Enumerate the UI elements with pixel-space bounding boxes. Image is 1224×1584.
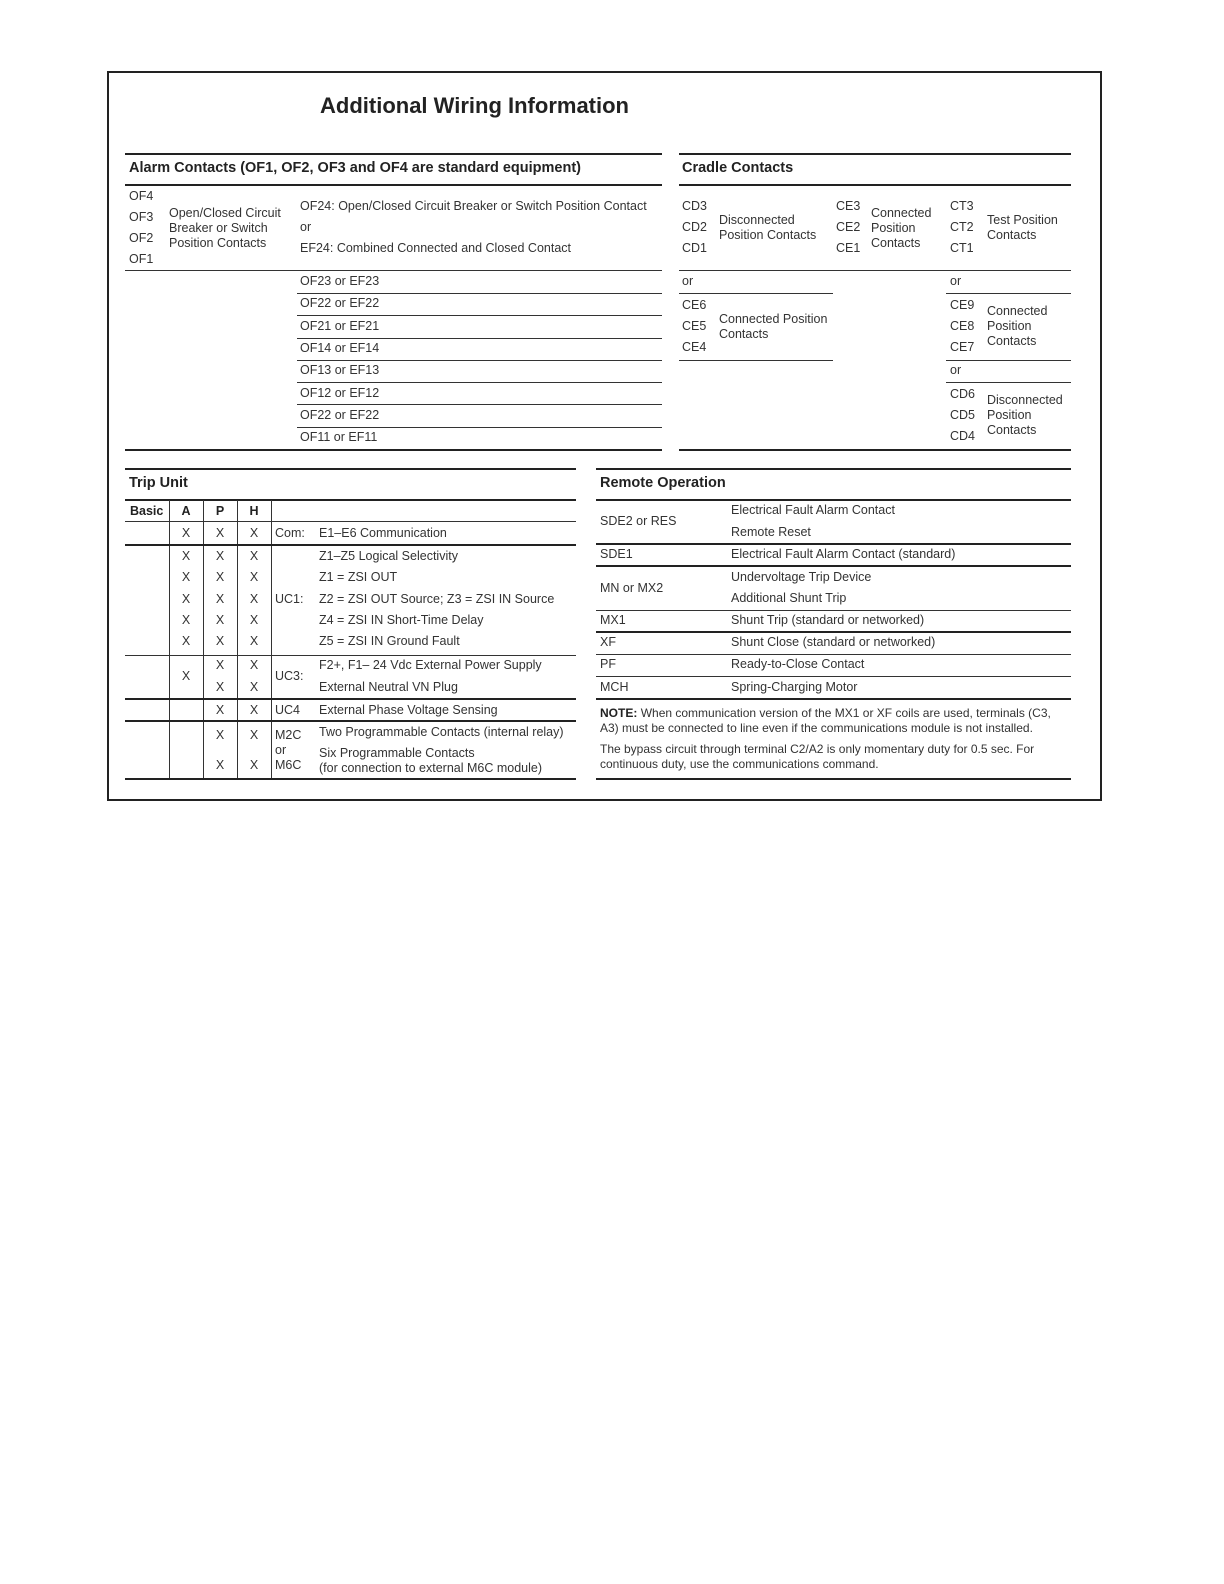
- x-mark: X: [249, 549, 259, 563]
- alarm-row: OF13 or EF13: [300, 363, 380, 377]
- remote-desc: Shunt Trip (standard or networked): [731, 613, 925, 627]
- divider: [125, 720, 576, 722]
- uc1-item: Z1–Z5 Logical Selectivity: [319, 549, 458, 563]
- trip-header: Trip Unit: [129, 475, 188, 491]
- cradle-desc: Connected Position Contacts: [719, 312, 828, 341]
- remote-code: MCH: [600, 680, 629, 694]
- cradle-code: CT3: [950, 199, 974, 213]
- x-mark: X: [215, 728, 225, 742]
- cradle-code: CD6: [950, 387, 976, 401]
- cradle-code: CE3: [836, 199, 861, 213]
- cradle-or: or: [950, 274, 962, 288]
- x-mark: X: [181, 613, 191, 627]
- cradle-code: CD3: [682, 199, 708, 213]
- cradle-desc: Test Position Contacts: [987, 213, 1058, 242]
- alarm-header: Alarm Contacts (OF1, OF2, OF3 and OF4 are standard equipment): [129, 160, 581, 176]
- alarm-of24: OF24: Open/Closed Circuit Breaker or Switch Position Contact: [300, 199, 647, 213]
- divider: [125, 655, 576, 656]
- cradle-code: CE6: [682, 298, 707, 312]
- alarm-code: OF4: [129, 189, 154, 203]
- cradle-code: CE5: [682, 319, 707, 333]
- alarm-row: OF21 or EF21: [300, 319, 380, 333]
- divider: [125, 521, 576, 522]
- divider: [679, 360, 833, 361]
- cradle-desc: Connected Position Contacts: [871, 206, 932, 250]
- remote-header: Remote Operation: [600, 475, 726, 491]
- divider: [596, 610, 1071, 611]
- divider: [679, 449, 1071, 451]
- cradle-code: CD1: [682, 241, 708, 255]
- cradle-desc: Disconnected Position Contacts: [987, 393, 1063, 437]
- remote-code: SDE1: [600, 547, 633, 561]
- cradle-desc: Disconnected Position Contacts: [719, 213, 817, 242]
- column-divider: [237, 500, 238, 779]
- divider: [125, 468, 576, 470]
- divider: [297, 315, 662, 316]
- alarm-row: OF11 or EF11: [300, 430, 378, 444]
- com-label: Com:: [275, 526, 305, 540]
- x-mark: X: [249, 758, 259, 772]
- divider: [946, 293, 1071, 294]
- x-mark: X: [215, 592, 225, 606]
- remote-code: SDE2 or RES: [600, 514, 677, 528]
- uc4-label: UC4: [275, 703, 301, 717]
- x-mark: X: [181, 634, 191, 648]
- x-mark: X: [215, 570, 225, 584]
- x-mark: X: [181, 549, 191, 563]
- col-header-basic: Basic: [130, 504, 164, 518]
- uc1-label: UC1:: [275, 592, 304, 606]
- x-mark: X: [249, 526, 259, 540]
- m6c-label: M6C: [275, 758, 302, 772]
- divider: [125, 153, 662, 155]
- column-divider: [203, 500, 204, 779]
- alarm-row: OF23 or EF23: [300, 274, 380, 288]
- divider: [596, 543, 1071, 545]
- divider: [125, 499, 576, 501]
- uc3-item: External Neutral VN Plug: [319, 680, 458, 694]
- cradle-code: CE7: [950, 340, 975, 354]
- divider: [125, 544, 576, 546]
- x-mark: X: [215, 680, 225, 694]
- cradle-code: CE8: [950, 319, 975, 333]
- divider: [596, 631, 1071, 633]
- remote-desc: Electrical Fault Alarm Contact (standard): [731, 547, 956, 561]
- remote-code: XF: [600, 635, 616, 649]
- page-title: Additional Wiring Information: [320, 93, 629, 118]
- column-divider: [271, 500, 272, 779]
- remote-code: MX1: [600, 613, 626, 627]
- alarm-row: OF22 or EF22: [300, 408, 380, 422]
- cradle-code: CT1: [950, 241, 974, 255]
- remote-desc: Spring-Charging Motor: [731, 680, 858, 694]
- divider: [679, 270, 1071, 271]
- divider: [297, 427, 662, 428]
- remote-code: MN or MX2: [600, 581, 664, 595]
- note-2: The bypass circuit through terminal C2/A2 is only momentary duty for 0.5 sec. For continuous duty, use the communications command.: [600, 742, 1035, 771]
- divider: [679, 293, 833, 294]
- x-mark: X: [249, 680, 259, 694]
- x-mark: X: [249, 613, 259, 627]
- alarm-ef24: EF24: Combined Connected and Closed Contact: [300, 241, 571, 255]
- uc1-item: Z5 = ZSI IN Ground Fault: [319, 634, 460, 648]
- column-divider: [169, 500, 170, 779]
- divider: [679, 184, 1071, 186]
- divider: [596, 698, 1071, 700]
- x-mark: X: [181, 526, 191, 540]
- col-header-a: A: [181, 504, 191, 518]
- uc1-item: Z1 = ZSI OUT: [319, 570, 398, 584]
- x-mark: X: [181, 592, 191, 606]
- note-1-text: When communication version of the MX1 or XF coils are used, terminals (C3, A3) must be connected to line even if the communications module is not installed.: [600, 706, 1051, 735]
- cradle-code: CE4: [682, 340, 707, 354]
- cradle-code: CD5: [950, 408, 976, 422]
- x-mark: X: [215, 758, 225, 772]
- alarm-row: OF12 or EF12: [300, 386, 380, 400]
- divider: [297, 293, 662, 294]
- uc1-item: Z2 = ZSI OUT Source; Z3 = ZSI IN Source: [319, 592, 555, 606]
- cradle-code: CE1: [836, 241, 861, 255]
- alarm-desc: Open/Closed Circuit Breaker or Switch Position Contacts: [169, 206, 281, 250]
- x-mark: X: [181, 669, 191, 683]
- remote-desc: Remote Reset: [731, 525, 811, 539]
- x-mark: X: [181, 570, 191, 584]
- uc3-item: F2+, F1– 24 Vdc External Power Supply: [319, 658, 542, 672]
- x-mark: X: [249, 658, 259, 672]
- x-mark: X: [249, 634, 259, 648]
- x-mark: X: [215, 526, 225, 540]
- m2c-desc: Two Programmable Contacts (internal relay): [319, 725, 564, 739]
- x-mark: X: [249, 592, 259, 606]
- cradle-header: Cradle Contacts: [682, 160, 794, 176]
- x-mark: X: [249, 570, 259, 584]
- divider: [596, 565, 1071, 567]
- uc1-item: Z4 = ZSI IN Short-Time Delay: [319, 613, 484, 627]
- divider: [596, 468, 1071, 470]
- divider: [125, 698, 576, 700]
- divider: [596, 654, 1071, 655]
- x-mark: X: [215, 549, 225, 563]
- note-1: [600, 706, 1070, 736]
- note-label: NOTE:: [600, 706, 638, 720]
- remote-desc: Ready-to-Close Contact: [731, 657, 865, 671]
- alarm-code: OF2: [129, 231, 154, 245]
- m6c-desc: (for connection to external M6C module): [319, 761, 543, 775]
- alarm-or: or: [300, 220, 312, 234]
- cradle-or: or: [950, 363, 962, 377]
- remote-code: PF: [600, 657, 616, 671]
- divider: [596, 499, 1071, 501]
- remote-desc: Undervoltage Trip Device: [731, 570, 872, 584]
- x-mark: X: [249, 703, 259, 717]
- cradle-code: CD2: [682, 220, 708, 234]
- divider: [297, 338, 662, 339]
- divider: [125, 449, 662, 451]
- divider: [125, 270, 662, 271]
- m-or: or: [275, 743, 287, 757]
- divider: [125, 184, 662, 186]
- x-mark: X: [215, 634, 225, 648]
- alarm-row: OF14 or EF14: [300, 341, 380, 355]
- cradle-desc: Connected Position Contacts: [987, 304, 1048, 348]
- uc3-label: UC3:: [275, 669, 304, 683]
- remote-desc: Shunt Close (standard or networked): [731, 635, 936, 649]
- divider: [946, 382, 1071, 383]
- divider: [596, 778, 1071, 780]
- divider: [125, 778, 576, 780]
- x-mark: X: [215, 658, 225, 672]
- x-mark: X: [249, 728, 259, 742]
- cradle-code: CD4: [950, 429, 976, 443]
- m6c-desc: Six Programmable Contacts: [319, 746, 475, 760]
- cradle-code: CE2: [836, 220, 861, 234]
- remote-desc: Additional Shunt Trip: [731, 591, 847, 605]
- alarm-code: OF3: [129, 210, 154, 224]
- alarm-row: OF22 or EF22: [300, 296, 380, 310]
- divider: [946, 360, 1071, 361]
- cradle-code: CT2: [950, 220, 974, 234]
- cradle-or: or: [682, 274, 694, 288]
- col-header-h: H: [249, 504, 259, 518]
- divider: [297, 360, 662, 361]
- uc4-desc: External Phase Voltage Sensing: [319, 703, 498, 717]
- remote-desc: Electrical Fault Alarm Contact: [731, 503, 895, 517]
- x-mark: X: [215, 613, 225, 627]
- alarm-code: OF1: [129, 252, 154, 266]
- m2c-label: M2C: [275, 728, 302, 742]
- divider: [297, 382, 662, 383]
- divider: [596, 676, 1071, 677]
- com-desc: E1–E6 Communication: [319, 526, 447, 540]
- divider: [297, 404, 662, 405]
- cradle-code: CE9: [950, 298, 975, 312]
- divider: [679, 153, 1071, 155]
- col-header-p: P: [215, 504, 225, 518]
- x-mark: X: [215, 703, 225, 717]
